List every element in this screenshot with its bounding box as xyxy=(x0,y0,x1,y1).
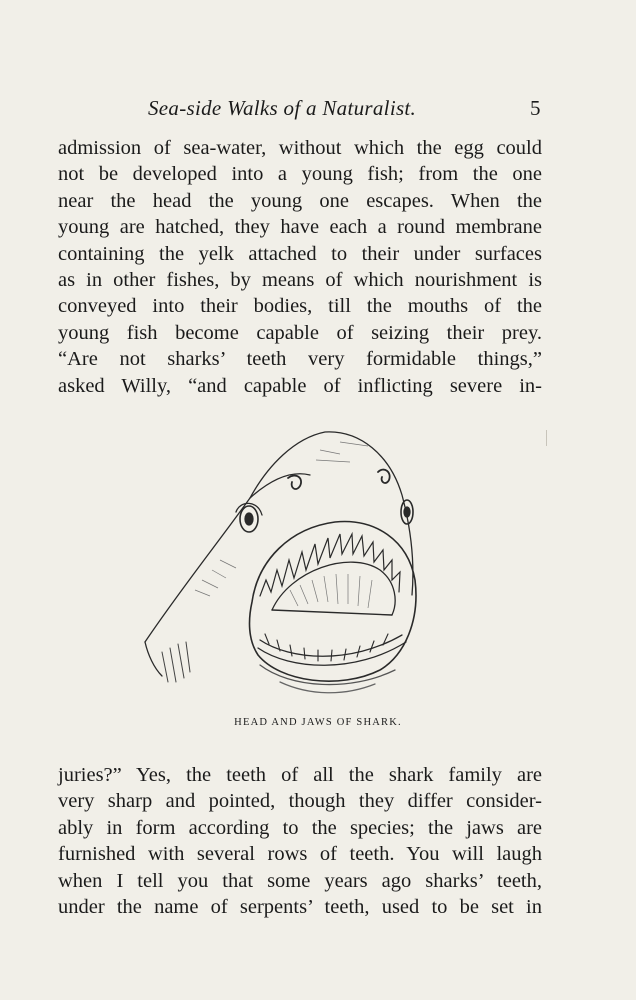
text-line: very sharp and pointed, though they differ consider- xyxy=(58,790,542,813)
text-line: near the head the young one escapes. When the xyxy=(58,189,542,212)
text-line: admission of sea-water, without which the egg could xyxy=(58,137,542,159)
margin-mark xyxy=(546,430,547,446)
text-line: young are hatched, they have each a round membrane xyxy=(58,216,542,239)
text-line: ably in form according to the species; the jaws are xyxy=(58,816,542,839)
text-line: when I tell you that some years ago sharks’ teeth, xyxy=(58,869,542,892)
text-line: conveyed into their bodies, till the mouths of the xyxy=(58,295,542,318)
running-title: Sea-side Walks of a Naturalist. xyxy=(148,96,417,120)
paragraph-bottom xyxy=(58,762,542,920)
shark-head-illustration xyxy=(140,420,440,710)
text-line: furnished with several rows of teeth. You will laugh xyxy=(58,843,542,866)
paragraph-top xyxy=(58,135,542,399)
figure-caption: HEAD AND JAWS OF SHARK. xyxy=(234,717,402,728)
text-line: young fish become capable of seizing their prey. xyxy=(58,321,542,344)
text-line: asked Willy, “and capable of inflicting severe in- xyxy=(58,374,542,397)
page-number: 5 xyxy=(530,96,541,120)
text-line: as in other fishes, by means of which nourishment is xyxy=(58,268,542,291)
text-line: juries?” Yes, the teeth of all the shark family are xyxy=(58,764,542,786)
text-line: containing the yelk attached to their under surfaces xyxy=(58,242,542,265)
text-line: under the name of serpents’ teeth, used to be set in xyxy=(58,895,542,918)
text-line: not be developed into a young fish; from the one xyxy=(58,163,542,186)
text-line: “Are not sharks’ teeth very formidable things,” xyxy=(58,348,542,371)
